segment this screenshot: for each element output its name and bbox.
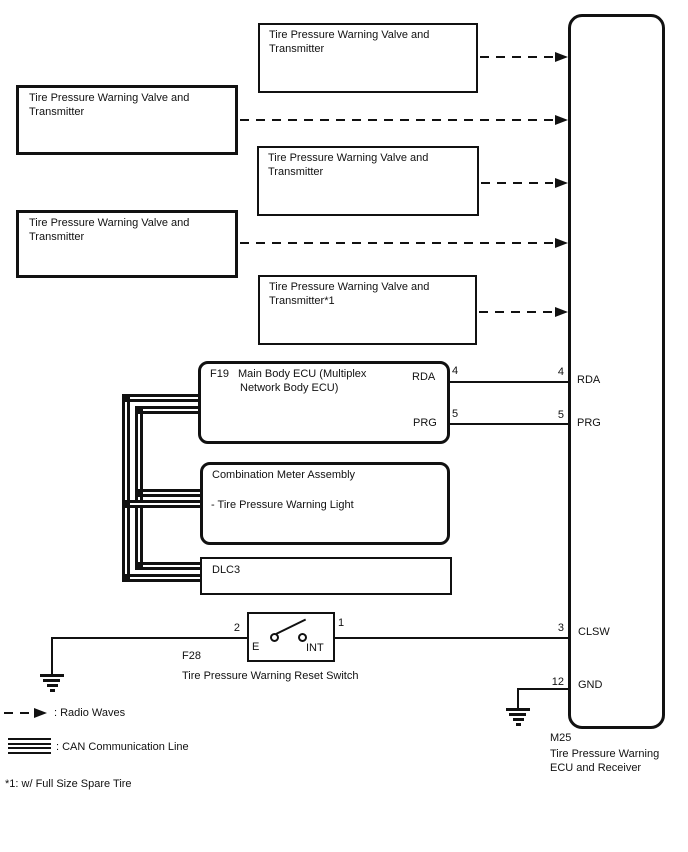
pin-number-clsw-right: 3 (557, 622, 564, 634)
radio-arrow-2-head (555, 115, 568, 125)
radio-arrow-1-head (555, 52, 568, 62)
radio-arrow-3-head (555, 178, 568, 188)
ground-bar (47, 684, 58, 687)
radio-arrow-5-head (555, 307, 568, 317)
tpws-box-3-label: Tire Pressure Warning Valve and (268, 152, 429, 164)
wire-clsw-right (333, 637, 568, 639)
tpws-box-5-label2: Transmitter*1 (269, 295, 335, 307)
can-joint (135, 489, 143, 497)
tpws-box-5 (258, 275, 477, 345)
pin-number-rda-left: 4 (452, 365, 459, 377)
wire-prg (450, 423, 568, 425)
pin-number-prg-right: 5 (557, 409, 564, 421)
tpws-box-5-label: Tire Pressure Warning Valve and (269, 281, 430, 293)
can-rail-outer (122, 394, 130, 582)
legend-can-line-icon (8, 738, 51, 745)
wire-ground-stem-right (517, 688, 519, 708)
radio-arrow-4-line (240, 242, 553, 244)
main-body-ecu-box (198, 361, 450, 444)
can-stub-f19-inner (135, 406, 200, 414)
legend-radio-waves-icon (4, 712, 35, 714)
legend-can-line-label: : CAN Communication Line (56, 741, 189, 753)
main-body-ecu-name2: Network Body ECU) (240, 382, 339, 394)
pin-number-prg-left: 5 (452, 408, 459, 420)
tpws-box-4-label: Tire Pressure Warning Valve and (29, 217, 190, 229)
can-stub-dlc3-inner (135, 562, 202, 570)
can-rail-inner (135, 406, 143, 570)
radio-arrow-5-line (479, 311, 553, 313)
tpws-box-1 (258, 23, 478, 93)
ecu-pin-gnd-label: GND (578, 679, 603, 691)
ecu-code: M25 (550, 732, 572, 744)
ecu-name: Tire Pressure Warning (550, 748, 660, 760)
can-joint (122, 394, 130, 402)
combination-meter-title: Combination Meter Assembly (212, 469, 356, 481)
ecu-pin-rda-label: RDA (577, 374, 601, 386)
ground-bar (513, 718, 524, 721)
wire-rda (450, 381, 568, 383)
reset-switch-code: F28 (182, 650, 201, 662)
tpws-box-2-label2: Transmitter (29, 106, 85, 118)
switch-terminal-int: INT (306, 642, 324, 654)
legend-can-line-icon (8, 747, 51, 754)
pin-number-switch-2: 2 (233, 622, 240, 634)
tpws-box-4 (16, 210, 238, 278)
can-joint (122, 500, 130, 508)
footnote: *1: w/ Full Size Spare Tire (5, 778, 132, 790)
tpws-box-2-label: Tire Pressure Warning Valve and (29, 92, 190, 104)
pin-number-switch-1: 1 (338, 617, 345, 629)
can-stub-meter-inner (135, 489, 202, 497)
wire-ground-stem-left (51, 637, 53, 674)
ecu-pin-clsw-label: CLSW (578, 626, 610, 638)
can-joint (135, 406, 143, 414)
main-body-ecu-pin-rda: RDA (412, 371, 436, 383)
tpws-box-1-label: Tire Pressure Warning Valve and (269, 29, 430, 41)
can-joint (135, 562, 143, 570)
dlc3-box (200, 557, 452, 595)
radio-arrow-2-line (240, 119, 553, 121)
can-joint (122, 574, 130, 582)
tpws-box-4-label2: Transmitter (29, 231, 85, 243)
combination-meter-box (200, 462, 450, 545)
tpws-box-3-label2: Transmitter (268, 166, 324, 178)
can-stub-meter-outer (122, 500, 202, 508)
can-stub-dlc3-outer (122, 574, 202, 582)
pin-number-rda-right: 4 (557, 366, 564, 378)
ground-bar (43, 679, 60, 682)
switch-contact-int (298, 633, 307, 642)
tpws-box-3 (257, 146, 479, 216)
legend-radio-waves-arrowhead-icon (34, 708, 47, 718)
ground-bar (40, 674, 64, 677)
ecu-name2: ECU and Receiver (550, 762, 642, 774)
switch-contact-e (270, 633, 279, 642)
dlc3-label: DLC3 (212, 564, 241, 576)
legend-radio-waves-label: : Radio Waves (54, 707, 126, 719)
main-body-ecu-name: Main Body ECU (Multiplex (238, 368, 367, 380)
switch-terminal-e: E (252, 641, 260, 653)
ecu-pin-prg-label: PRG (577, 417, 601, 429)
wire-clsw-left (51, 637, 249, 639)
tpws-box-2 (16, 85, 238, 155)
radio-arrow-3-line (481, 182, 553, 184)
ground-bar (50, 689, 55, 692)
ground-bar (509, 713, 526, 716)
main-body-ecu-pin-prg: PRG (413, 417, 437, 429)
reset-switch-name: Tire Pressure Warning Reset Switch (182, 670, 359, 682)
can-stub-f19-outer (122, 394, 200, 402)
radio-arrow-1-line (480, 56, 553, 58)
radio-arrow-4-head (555, 238, 568, 248)
main-body-ecu-code: F19 (210, 368, 229, 380)
ground-bar (516, 723, 521, 726)
ground-bar (506, 708, 530, 711)
tpws-ecu-box (568, 14, 665, 729)
pin-number-gnd-right: 12 (551, 676, 564, 688)
tpws-box-1-label2: Transmitter (269, 43, 325, 55)
combination-meter-item: - Tire Pressure Warning Light (211, 499, 354, 511)
